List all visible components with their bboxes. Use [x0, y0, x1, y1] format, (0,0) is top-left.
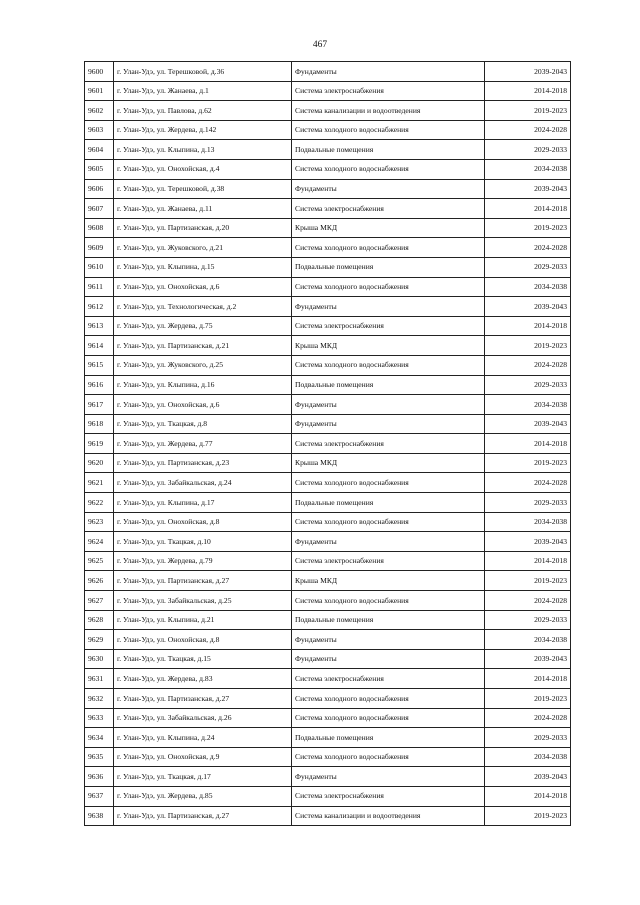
period-cell: 2024-2028: [485, 708, 571, 728]
table-row: [85, 277, 571, 297]
row-number-cell: 9622: [85, 493, 114, 513]
row-number-cell: 9633: [85, 708, 114, 728]
work-type-cell: Система холодного водоснабжения: [292, 159, 485, 179]
work-type-cell: Подвальные помещения: [292, 375, 485, 395]
row-number-cell: 9629: [85, 630, 114, 650]
period-cell: 2034-2038: [485, 277, 571, 297]
row-number-cell: 9610: [85, 257, 114, 277]
work-type-cell: Фундаменты: [292, 767, 485, 787]
work-type-cell: Фундаменты: [292, 395, 485, 415]
work-type-cell: Крыша МКД: [292, 571, 485, 591]
period-cell: 2029-2033: [485, 375, 571, 395]
period-cell: 2014-2018: [485, 81, 571, 101]
row-number-cell: 9637: [85, 786, 114, 806]
address-cell: г. Улан-Удэ, ул. Забайкальская, д.25: [114, 591, 292, 611]
period-cell: 2019-2023: [485, 806, 571, 826]
table-row: [85, 101, 571, 121]
row-number-cell: 9636: [85, 767, 114, 787]
address-cell: г. Улан-Удэ, ул. Жердева, д.85: [114, 786, 292, 806]
address-cell: г. Улан-Удэ, ул. Клыпина, д.21: [114, 610, 292, 630]
table-row: [85, 81, 571, 101]
row-number-cell: 9607: [85, 199, 114, 219]
work-type-cell: Крыша МКД: [292, 336, 485, 356]
period-cell: 2019-2023: [485, 218, 571, 238]
row-number-cell: 9616: [85, 375, 114, 395]
period-cell: 2014-2018: [485, 434, 571, 454]
table-row: [85, 532, 571, 552]
work-type-cell: Фундаменты: [292, 297, 485, 317]
row-number-cell: 9618: [85, 414, 114, 434]
address-cell: г. Улан-Удэ, ул. Клыпина, д.17: [114, 493, 292, 513]
address-cell: г. Улан-Удэ, ул. Партизанская, д.21: [114, 336, 292, 356]
work-type-cell: Система электроснабжения: [292, 316, 485, 336]
table-row: [85, 473, 571, 493]
row-number-cell: 9603: [85, 120, 114, 140]
period-cell: 2039-2043: [485, 532, 571, 552]
table-row: [85, 297, 571, 317]
period-cell: 2029-2033: [485, 140, 571, 160]
table-row: [85, 591, 571, 611]
period-cell: 2039-2043: [485, 62, 571, 82]
period-cell: 2014-2018: [485, 316, 571, 336]
table-row: [85, 571, 571, 591]
address-cell: г. Улан-Удэ, ул. Жердева, д.79: [114, 551, 292, 571]
work-type-cell: Система холодного водоснабжения: [292, 747, 485, 767]
work-type-cell: Система электроснабжения: [292, 81, 485, 101]
work-type-cell: Система холодного водоснабжения: [292, 512, 485, 532]
work-type-cell: Система холодного водоснабжения: [292, 277, 485, 297]
period-cell: 2029-2033: [485, 257, 571, 277]
work-type-cell: Система холодного водоснабжения: [292, 708, 485, 728]
row-number-cell: 9605: [85, 159, 114, 179]
address-cell: г. Улан-Удэ, ул. Клыпина, д.15: [114, 257, 292, 277]
table-row: [85, 62, 571, 82]
period-cell: 2019-2023: [485, 336, 571, 356]
address-cell: г. Улан-Удэ, ул. Забайкальская, д.26: [114, 708, 292, 728]
work-type-cell: Система холодного водоснабжения: [292, 473, 485, 493]
table-row: [85, 257, 571, 277]
address-cell: г. Улан-Удэ, ул. Жердева, д.75: [114, 316, 292, 336]
work-type-cell: Подвальные помещения: [292, 610, 485, 630]
table-row: [85, 453, 571, 473]
address-cell: г. Улан-Удэ, ул. Онохойская, д.4: [114, 159, 292, 179]
period-cell: 2034-2038: [485, 630, 571, 650]
period-cell: 2039-2043: [485, 649, 571, 669]
row-number-cell: 9609: [85, 238, 114, 258]
address-cell: г. Улан-Удэ, ул. Забайкальская, д.24: [114, 473, 292, 493]
period-cell: 2024-2028: [485, 591, 571, 611]
period-cell: 2019-2023: [485, 689, 571, 709]
period-cell: 2019-2023: [485, 101, 571, 121]
row-number-cell: 9613: [85, 316, 114, 336]
address-cell: г. Улан-Удэ, ул. Онохойская, д.8: [114, 630, 292, 650]
period-cell: 2019-2023: [485, 571, 571, 591]
address-cell: г. Улан-Удэ, ул. Онохойская, д.6: [114, 395, 292, 415]
table-row: [85, 669, 571, 689]
address-cell: г. Улан-Удэ, ул. Онохойская, д.6: [114, 277, 292, 297]
period-cell: 2034-2038: [485, 159, 571, 179]
table-row: [85, 238, 571, 258]
period-cell: 2014-2018: [485, 669, 571, 689]
work-type-cell: Крыша МКД: [292, 218, 485, 238]
address-cell: г. Улан-Удэ, ул. Жердева, д.77: [114, 434, 292, 454]
row-number-cell: 9601: [85, 81, 114, 101]
row-number-cell: 9634: [85, 728, 114, 748]
address-cell: г. Улан-Удэ, ул. Клыпина, д.24: [114, 728, 292, 748]
row-number-cell: 9635: [85, 747, 114, 767]
page-number: 467: [312, 40, 328, 50]
address-cell: г. Улан-Удэ, ул. Партизанская, д.27: [114, 571, 292, 591]
work-type-cell: Фундаменты: [292, 532, 485, 552]
work-type-cell: Система холодного водоснабжения: [292, 120, 485, 140]
work-type-cell: Система электроснабжения: [292, 434, 485, 454]
row-number-cell: 9623: [85, 512, 114, 532]
address-cell: г. Улан-Удэ, ул. Партизанская, д.27: [114, 806, 292, 826]
period-cell: 2024-2028: [485, 355, 571, 375]
row-number-cell: 9619: [85, 434, 114, 454]
period-cell: 2029-2033: [485, 610, 571, 630]
table-row: [85, 199, 571, 219]
period-cell: 2029-2033: [485, 493, 571, 513]
work-type-cell: Фундаменты: [292, 630, 485, 650]
address-cell: г. Улан-Удэ, ул. Клыпина, д.16: [114, 375, 292, 395]
period-cell: 2029-2033: [485, 728, 571, 748]
table-row: [85, 218, 571, 238]
period-cell: 2039-2043: [485, 179, 571, 199]
row-number-cell: 9602: [85, 101, 114, 121]
table-row: [85, 316, 571, 336]
table-row: [85, 375, 571, 395]
table-row: [85, 434, 571, 454]
work-type-cell: Крыша МКД: [292, 453, 485, 473]
work-type-cell: Фундаменты: [292, 179, 485, 199]
row-number-cell: 9630: [85, 649, 114, 669]
table-row: [85, 395, 571, 415]
address-cell: г. Улан-Удэ, ул. Партизанская, д.23: [114, 453, 292, 473]
table-row: [85, 512, 571, 532]
row-number-cell: 9614: [85, 336, 114, 356]
table-row: [85, 728, 571, 748]
work-type-cell: Система холодного водоснабжения: [292, 238, 485, 258]
row-number-cell: 9611: [85, 277, 114, 297]
address-cell: г. Улан-Удэ, ул. Жуковского, д.21: [114, 238, 292, 258]
work-type-cell: Система канализации и водоотведения: [292, 806, 485, 826]
row-number-cell: 9600: [85, 62, 114, 82]
period-cell: 2024-2028: [485, 238, 571, 258]
row-number-cell: 9620: [85, 453, 114, 473]
work-type-cell: Фундаменты: [292, 62, 485, 82]
address-cell: г. Улан-Удэ, ул. Партизанская, д.27: [114, 689, 292, 709]
address-cell: г. Улан-Удэ, ул. Партизанская, д.20: [114, 218, 292, 238]
row-number-cell: 9628: [85, 610, 114, 630]
work-type-cell: Подвальные помещения: [292, 257, 485, 277]
address-cell: г. Улан-Удэ, ул. Жанаева, д.11: [114, 199, 292, 219]
row-number-cell: 9626: [85, 571, 114, 591]
address-cell: г. Улан-Удэ, ул. Технологическая, д.2: [114, 297, 292, 317]
work-type-cell: Фундаменты: [292, 414, 485, 434]
period-cell: 2039-2043: [485, 414, 571, 434]
table-row: [85, 806, 571, 826]
work-type-cell: Подвальные помещения: [292, 728, 485, 748]
address-cell: г. Улан-Удэ, ул. Терешковой, д.36: [114, 62, 292, 82]
period-cell: 2014-2018: [485, 551, 571, 571]
table-row: [85, 493, 571, 513]
work-type-cell: Система холодного водоснабжения: [292, 355, 485, 375]
work-type-cell: Система электроснабжения: [292, 199, 485, 219]
work-type-cell: Система электроснабжения: [292, 551, 485, 571]
address-cell: г. Улан-Удэ, ул. Жердева, д.142: [114, 120, 292, 140]
address-cell: г. Улан-Удэ, ул. Жуковского, д.25: [114, 355, 292, 375]
table-row: [85, 414, 571, 434]
row-number-cell: 9606: [85, 179, 114, 199]
row-number-cell: 9625: [85, 551, 114, 571]
table-row: [85, 630, 571, 650]
table-row: [85, 355, 571, 375]
period-cell: 2014-2018: [485, 786, 571, 806]
period-cell: 2024-2028: [485, 473, 571, 493]
work-type-cell: Система электроснабжения: [292, 786, 485, 806]
address-cell: г. Улан-Удэ, ул. Терешковой, д.38: [114, 179, 292, 199]
period-cell: 2034-2038: [485, 395, 571, 415]
row-number-cell: 9617: [85, 395, 114, 415]
address-cell: г. Улан-Удэ, ул. Онохойская, д.8: [114, 512, 292, 532]
row-number-cell: 9615: [85, 355, 114, 375]
period-cell: 2024-2028: [485, 120, 571, 140]
address-cell: г. Улан-Удэ, ул. Клыпина, д.13: [114, 140, 292, 160]
row-number-cell: 9631: [85, 669, 114, 689]
row-number-cell: 9627: [85, 591, 114, 611]
row-number-cell: 9638: [85, 806, 114, 826]
row-number-cell: 9621: [85, 473, 114, 493]
work-type-cell: Система электроснабжения: [292, 669, 485, 689]
period-cell: 2014-2018: [485, 199, 571, 219]
work-type-cell: Система канализации и водоотведения: [292, 101, 485, 121]
repair-schedule-table: [84, 61, 571, 826]
table-row: [85, 767, 571, 787]
table-row: [85, 649, 571, 669]
row-number-cell: 9612: [85, 297, 114, 317]
period-cell: 2019-2023: [485, 453, 571, 473]
row-number-cell: 9632: [85, 689, 114, 709]
period-cell: 2039-2043: [485, 297, 571, 317]
table-row: [85, 786, 571, 806]
address-cell: г. Улан-Удэ, ул. Жанаева, д.1: [114, 81, 292, 101]
work-type-cell: Подвальные помещения: [292, 140, 485, 160]
table-row: [85, 747, 571, 767]
table-row: [85, 689, 571, 709]
table-row: [85, 159, 571, 179]
period-cell: 2034-2038: [485, 512, 571, 532]
work-type-cell: Система холодного водоснабжения: [292, 591, 485, 611]
work-type-cell: Подвальные помещения: [292, 493, 485, 513]
period-cell: 2034-2038: [485, 747, 571, 767]
address-cell: г. Улан-Удэ, ул. Ткацкая, д.8: [114, 414, 292, 434]
table-row: [85, 336, 571, 356]
table-row: [85, 708, 571, 728]
work-type-cell: Система холодного водоснабжения: [292, 689, 485, 709]
address-cell: г. Улан-Удэ, ул. Жердева, д.83: [114, 669, 292, 689]
table-body: [85, 62, 571, 826]
table-row: [85, 120, 571, 140]
table-row: [85, 140, 571, 160]
row-number-cell: 9604: [85, 140, 114, 160]
table-row: [85, 179, 571, 199]
address-cell: г. Улан-Удэ, ул. Павлова, д.62: [114, 101, 292, 121]
row-number-cell: 9624: [85, 532, 114, 552]
work-type-cell: Фундаменты: [292, 649, 485, 669]
table-row: [85, 610, 571, 630]
row-number-cell: 9608: [85, 218, 114, 238]
period-cell: 2039-2043: [485, 767, 571, 787]
address-cell: г. Улан-Удэ, ул. Ткацкая, д.15: [114, 649, 292, 669]
address-cell: г. Улан-Удэ, ул. Ткацкая, д.17: [114, 767, 292, 787]
address-cell: г. Улан-Удэ, ул. Ткацкая, д.10: [114, 532, 292, 552]
table-row: [85, 551, 571, 571]
address-cell: г. Улан-Удэ, ул. Онохойская, д.9: [114, 747, 292, 767]
